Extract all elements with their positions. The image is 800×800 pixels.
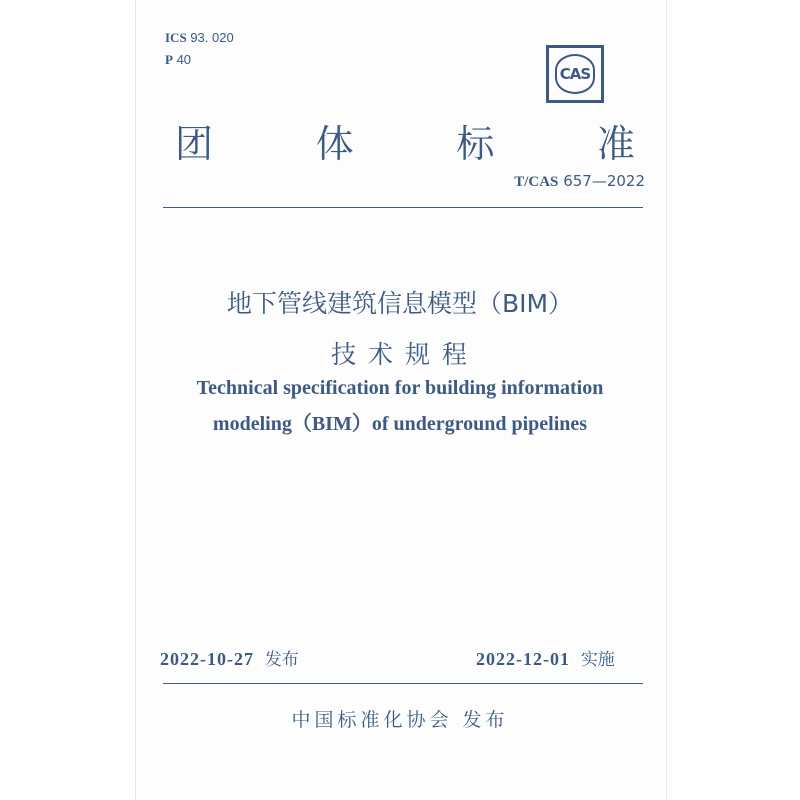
standard-type-char: 体 bbox=[315, 122, 354, 166]
title-cn-line2: 技 术 规 程 bbox=[331, 340, 469, 369]
title-cn-line1: 地下管线建筑信息模型（BIM） bbox=[226, 289, 574, 318]
ics-code: 93. 020 bbox=[190, 30, 234, 45]
cas-logo-text: CAS bbox=[559, 65, 591, 83]
impl-date-value: 2022-12-01 bbox=[476, 649, 570, 669]
issue-date bbox=[160, 645, 299, 670]
standard-number bbox=[514, 172, 645, 191]
implementation-date bbox=[476, 645, 615, 670]
cas-logo bbox=[546, 45, 604, 103]
cas-logo-mark bbox=[555, 54, 595, 94]
standard-type-char: 准 bbox=[596, 122, 635, 166]
standard-type-char: 标 bbox=[456, 122, 495, 166]
issue-date-value: 2022-10-27 bbox=[160, 649, 254, 669]
issue-date-label: 发布 bbox=[264, 650, 299, 670]
ics-line bbox=[165, 30, 234, 46]
standard-type-heading bbox=[175, 113, 635, 168]
impl-date-label: 实施 bbox=[580, 650, 615, 670]
title-en-line1: Technical specification for building information bbox=[196, 377, 604, 399]
bottom-divider bbox=[163, 683, 643, 684]
category-label: P bbox=[165, 52, 173, 67]
publisher-line: 中国标准化协会 发布 bbox=[291, 709, 509, 731]
standard-number-prefix: T/CAS bbox=[514, 174, 559, 190]
ics-label: ICS bbox=[165, 30, 187, 45]
title-en-line2: modeling（BIM）of underground pipelines bbox=[212, 413, 588, 435]
standard-type-char: 团 bbox=[175, 122, 214, 166]
top-divider bbox=[163, 207, 643, 208]
category-code: 40 bbox=[176, 52, 192, 67]
category-line bbox=[165, 52, 191, 68]
standard-number-value: 657—2022 bbox=[563, 172, 645, 190]
